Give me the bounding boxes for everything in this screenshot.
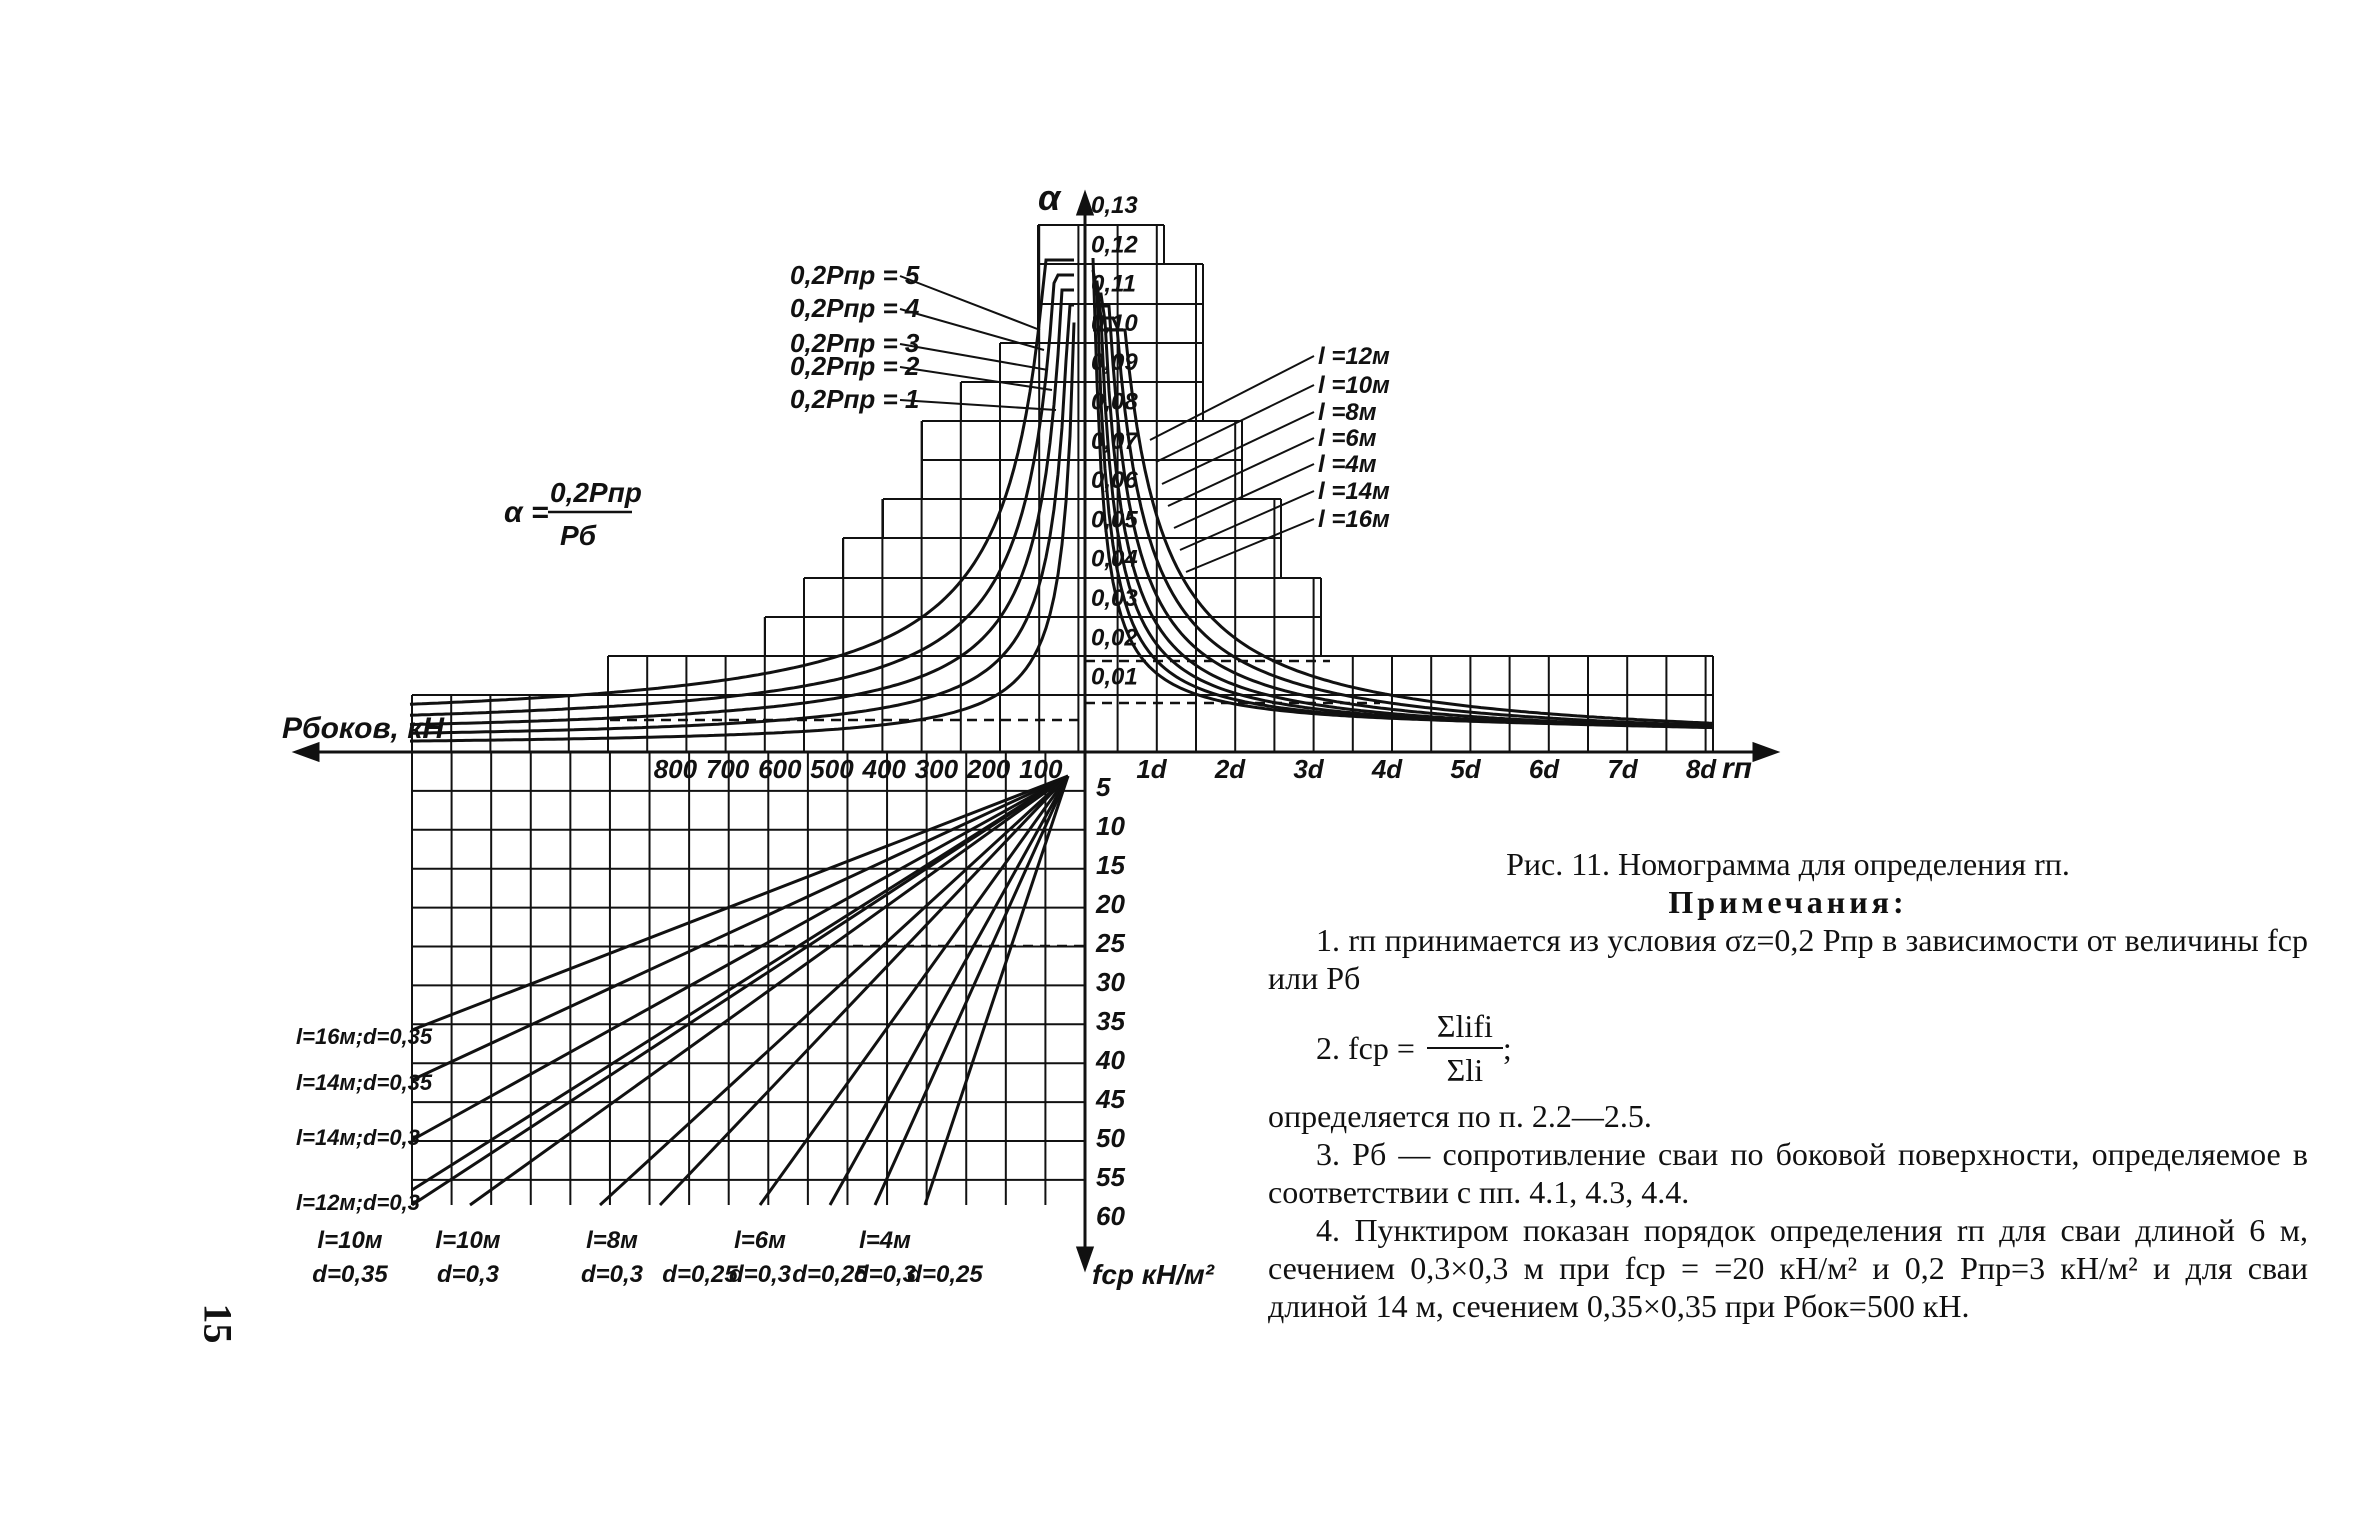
note-2-denominator: Σli — [1446, 1052, 1484, 1088]
pile-diameter-label: d=0,3 — [436, 1261, 500, 1288]
load-tick: 800 — [653, 754, 698, 784]
leader-line — [1186, 519, 1314, 572]
formula-denominator: Pб — [560, 520, 597, 551]
leader-line — [900, 367, 1052, 390]
note-4: 4. Пунктиром показан порядок определения rп для сваи длиной 6 м, сечением 0,3×0,3 м при fср = =20 кН/м² и 0,2 Pпр=3 кН/м² и для сваи длиной 14 м, сечением 0,35×0,35 при Pбок=500 кН. — [1268, 1212, 2308, 1324]
f-tick: 25 — [1096, 928, 1125, 958]
radius-axis-label: rп — [1722, 752, 1752, 785]
alpha-tick: 0,11 — [1091, 270, 1136, 298]
pile-side-label: l=16м;d=0,35 — [296, 1024, 433, 1049]
alpha-curve-right — [1093, 294, 1713, 728]
pile-diameter-label: d=0,3 — [728, 1261, 792, 1288]
length-label: l =12м — [1318, 343, 1390, 370]
pressure-labels — [790, 260, 920, 414]
radius-tick: 2d — [1214, 754, 1246, 784]
friction-ray — [412, 776, 1068, 1190]
pile-diameter-label: d=0,3 — [580, 1261, 644, 1288]
leader-line — [900, 276, 1040, 330]
radius-tick: 8d — [1685, 754, 1717, 784]
pressure-label: 0,2Pпр = 2 — [790, 351, 920, 381]
pile-length-label: l=6м — [734, 1227, 786, 1254]
radius-tick: 3d — [1293, 754, 1324, 784]
load-tick: 200 — [966, 754, 1011, 784]
pressure-label: 0,2Pпр = 5 — [790, 260, 920, 290]
figure-caption — [1268, 845, 2308, 1325]
pile-diameter-label: d=0,25 — [907, 1261, 983, 1288]
f-tick: 5 — [1096, 772, 1111, 802]
pile-length-label: l=10м — [317, 1227, 383, 1254]
formula-lhs: α = — [504, 496, 549, 529]
load-tick: 300 — [914, 754, 959, 784]
f-tick: 55 — [1096, 1162, 1125, 1192]
alpha-tick: 0,02 — [1091, 624, 1138, 652]
f-tick: 15 — [1096, 850, 1125, 880]
leader-line — [900, 344, 1048, 370]
radius-tick: 4d — [1371, 754, 1403, 784]
alpha-tick: 0,05 — [1091, 506, 1138, 534]
alpha-tick: 0,01 — [1091, 663, 1138, 691]
alpha-curve-right — [1093, 282, 1713, 727]
alpha-tick: 0,07 — [1091, 427, 1138, 455]
alpha-tick: 0,10 — [1091, 309, 1138, 337]
length-label: l =8м — [1318, 399, 1377, 426]
pressure-label: 0,2Pпр = 4 — [790, 293, 920, 323]
load-tick: 100 — [1019, 754, 1063, 784]
radius-tick: 5d — [1450, 754, 1481, 784]
pile-bottom-labels — [312, 1227, 983, 1288]
load-axis-label: Pбоков, кН — [282, 712, 445, 745]
formula-numerator: 0,2Pпр — [550, 477, 642, 508]
leader-line — [900, 309, 1044, 350]
f-tick: 40 — [1096, 1045, 1125, 1075]
f-tick: 10 — [1096, 811, 1125, 841]
axis-arrowhead — [1754, 744, 1776, 760]
page-number: 15 — [195, 1303, 241, 1344]
f-tick: 35 — [1096, 1006, 1125, 1036]
pressure-label: 0,2Pпр = 3 — [790, 328, 920, 358]
note-2-numerator: Σlifi — [1427, 1007, 1503, 1049]
alpha-tick: 0,08 — [1091, 388, 1138, 416]
load-tick-labels — [654, 754, 1063, 784]
note-2-formula — [1316, 1007, 2308, 1089]
pressure-label: 0,2Pпр = 1 — [790, 384, 920, 414]
f-axis-label: fср кН/м² — [1092, 1259, 1215, 1290]
pile-length-label: l=4м — [859, 1227, 911, 1254]
radius-tick-labels — [1136, 754, 1717, 784]
alpha-tick: 0,03 — [1091, 585, 1138, 612]
pile-side-label: l=12м;d=0,3 — [296, 1190, 420, 1215]
pile-diameter-label: d=0,25 — [792, 1261, 868, 1288]
note-1: 1. rп принимается из условия σz=0,2 Pпр в зависимости от величины fср или Pб — [1268, 922, 2308, 996]
alpha-tick: 0,09 — [1091, 349, 1138, 377]
pile-side-label: l=14м;d=0,3 — [296, 1125, 420, 1150]
length-label: l =4м — [1318, 451, 1377, 478]
alpha-formula — [504, 477, 642, 551]
alpha-curve-left — [410, 260, 1074, 704]
f-tick: 30 — [1096, 967, 1125, 997]
alpha-tick: 0,12 — [1091, 231, 1138, 259]
f-tick-labels — [1095, 772, 1125, 1231]
pile-diameter-label: d=0,25 — [662, 1261, 738, 1288]
notes-heading: Примечания: — [1668, 884, 1908, 920]
f-tick: 45 — [1096, 1084, 1125, 1114]
pile-length-label: l=10м — [435, 1227, 501, 1254]
alpha-curve-right — [1093, 306, 1713, 727]
length-label: l =14м — [1318, 478, 1390, 505]
radius-tick: 6d — [1528, 754, 1560, 784]
axis-arrowhead — [296, 744, 318, 760]
f-tick: 50 — [1096, 1123, 1125, 1153]
f-tick: 60 — [1096, 1201, 1125, 1231]
alpha-tick-labels — [1091, 192, 1139, 691]
caption-title: Рис. 11. Номограмма для определения rп. — [1506, 846, 2070, 882]
radius-tick: 7d — [1607, 754, 1638, 784]
length-label: l =6м — [1318, 425, 1377, 452]
pile-diameter-label: d=0,3 — [853, 1261, 917, 1288]
note-2-suffix: ; — [1502, 1030, 1512, 1066]
friction-ray — [412, 776, 1068, 1080]
length-labels — [1318, 343, 1390, 533]
radius-tick: 1d — [1136, 754, 1167, 784]
note-2-tail: определяется по п. 2.2—2.5. — [1268, 1098, 1652, 1134]
load-tick: 400 — [862, 754, 906, 784]
axis-arrowhead — [1078, 194, 1092, 214]
pile-side-label: l=14м;d=0,35 — [296, 1070, 433, 1095]
leader-line — [900, 400, 1056, 410]
alpha-tick: 0,04 — [1091, 545, 1138, 573]
load-tick: 500 — [810, 754, 854, 784]
note-3: 3. Pб — сопротивление сваи по боковой поверхности, определяемое в соответствии с пп. 4.1, 4.3, 4.4. — [1268, 1136, 2308, 1210]
f-tick: 20 — [1096, 889, 1125, 919]
alpha-tick: 0,13 — [1091, 192, 1138, 219]
axis-arrowhead — [1078, 1248, 1092, 1268]
load-tick: 700 — [705, 754, 750, 784]
length-label: l =16м — [1318, 506, 1390, 533]
alpha-curve-right — [1093, 330, 1713, 723]
alpha-tick: 0,06 — [1091, 467, 1138, 495]
load-tick: 600 — [758, 754, 802, 784]
pile-diameter-label: d=0,35 — [312, 1261, 388, 1288]
note-2-prefix: 2. fср = — [1316, 1030, 1415, 1066]
note-2-fraction — [1427, 1007, 1503, 1089]
alpha-axis-label: α — [1038, 177, 1061, 218]
pile-length-label: l=8м — [586, 1227, 638, 1254]
length-label: l =10м — [1318, 372, 1390, 399]
